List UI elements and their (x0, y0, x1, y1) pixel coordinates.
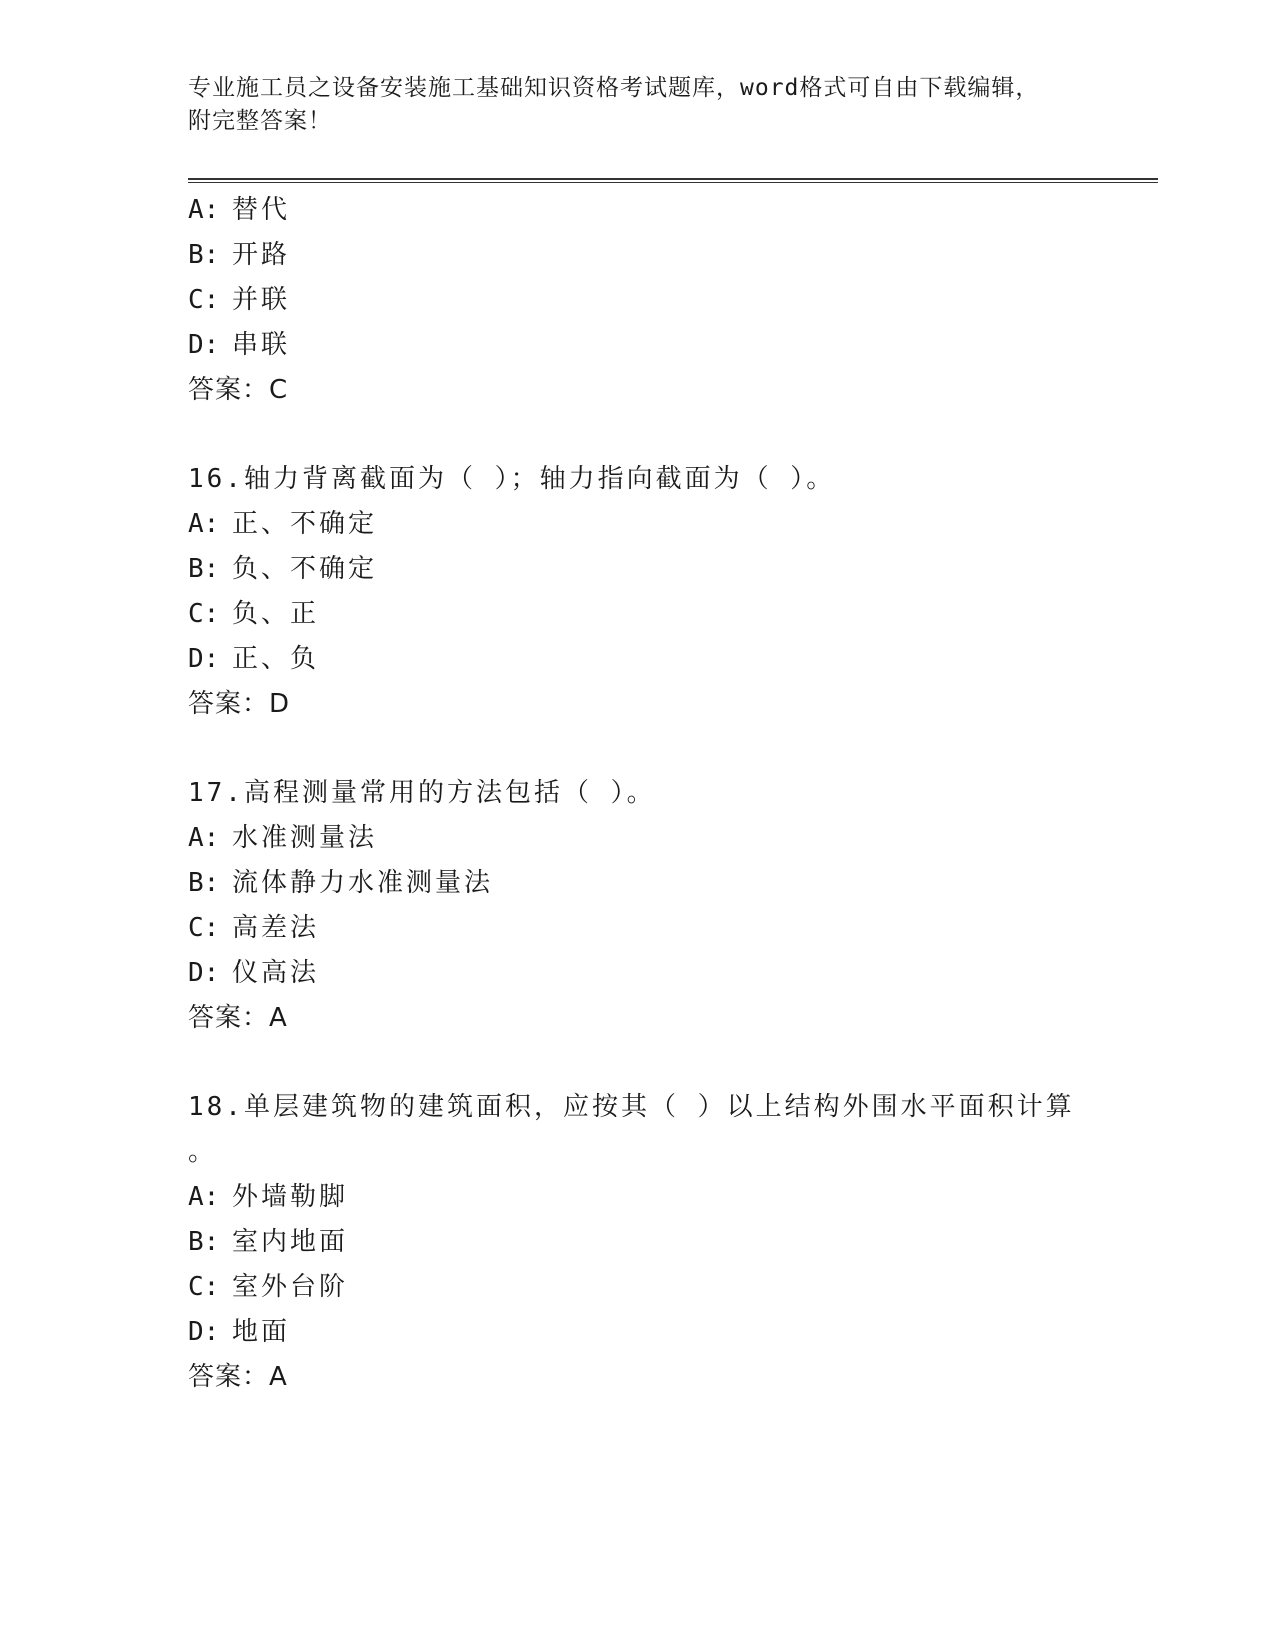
q16-answer: 答案：D (188, 689, 291, 719)
header-divider (188, 178, 1158, 183)
q17-option-a: A: 水准测量法 (188, 823, 378, 853)
q15-option-b: B: 开路 (188, 240, 291, 270)
q15-answer: 答案：C (188, 375, 289, 405)
q16-option-c: C: 负、正 (188, 599, 320, 629)
q17-option-c: C: 高差法 (188, 913, 320, 943)
q18-option-d: D: 地面 (188, 1317, 291, 1347)
q17-option-d: D: 仪高法 (188, 958, 320, 988)
q15-option-d: D: 串联 (188, 330, 291, 360)
q18-option-c: C: 室外台阶 (188, 1272, 349, 1302)
q18-option-b: B: 室内地面 (188, 1227, 349, 1257)
q18-question: 18.单层建筑物的建筑面积，应按其（ ）以上结构外围水平面积计算 (188, 1092, 1075, 1122)
q15-option-c: C: 并联 (188, 285, 291, 315)
q17-answer: 答案：A (188, 1003, 288, 1033)
q16-option-a: A: 正、不确定 (188, 509, 378, 539)
q15-option-a: A: 替代 (188, 195, 291, 225)
q16-question: 16.轴力背离截面为（ ）；轴力指向截面为（ ）。 (188, 464, 836, 494)
q16-option-b: B: 负、不确定 (188, 554, 378, 584)
document-header (188, 72, 1088, 138)
q17-option-b: B: 流体静力水准测量法 (188, 868, 494, 898)
header-line-1: 专业施工员之设备安装施工基础知识资格考试题库，word格式可自由下载编辑， (188, 75, 1040, 101)
q18-answer: 答案：A (188, 1362, 288, 1392)
q17-question: 17.高程测量常用的方法包括（ ）。 (188, 778, 656, 808)
header-line-2: 附完整答案！ (188, 108, 332, 134)
q18-question-continuation: 。 (188, 1137, 218, 1167)
q18-option-a: A: 外墙勒脚 (188, 1182, 349, 1212)
q16-option-d: D: 正、负 (188, 644, 320, 674)
